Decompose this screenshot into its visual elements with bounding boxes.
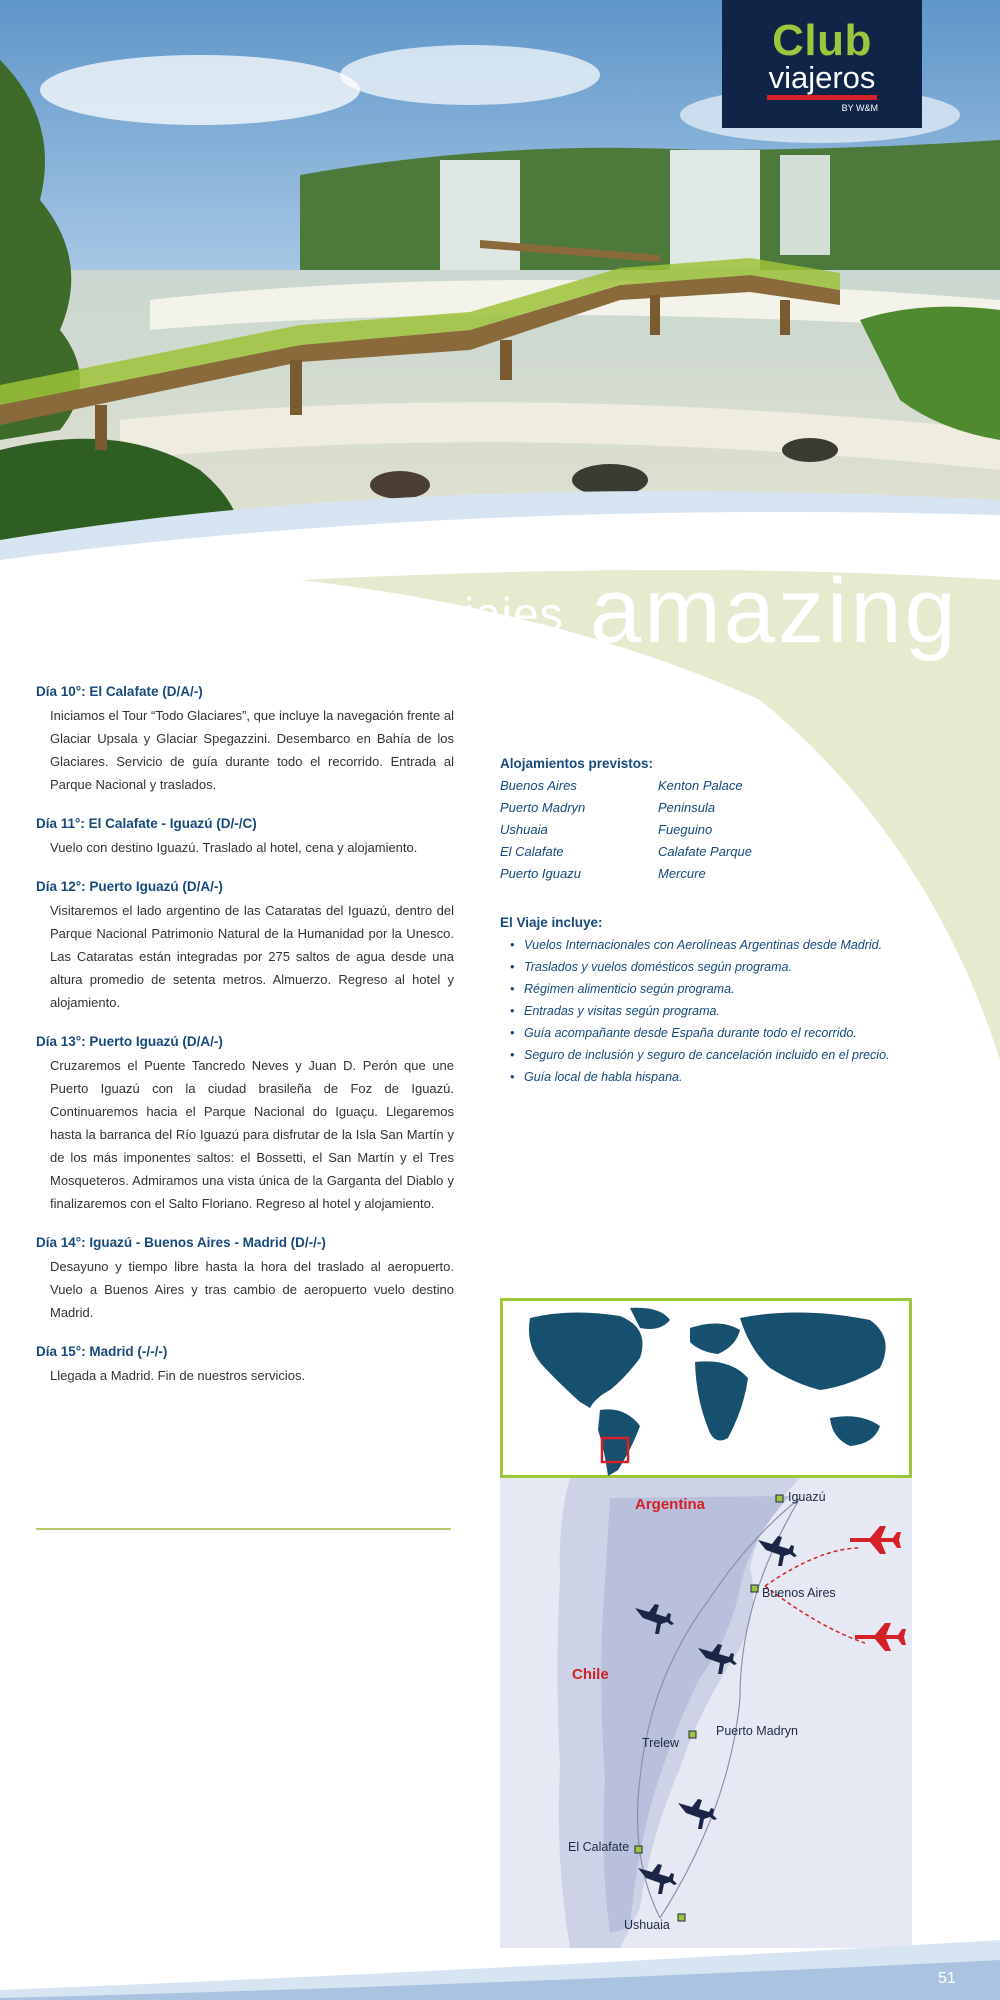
logo-underline (767, 95, 877, 100)
page-number: 51 (938, 1970, 956, 1987)
hotel-city: El Calafate (500, 844, 564, 859)
hotels-title: Alojamientos previstos: (500, 756, 654, 771)
hotel-city: Buenos Aires (500, 778, 577, 793)
place-label-el-calafate: El Calafate (568, 1840, 630, 1854)
hotel-name: Peninsula (658, 800, 716, 815)
world-map-graphic (500, 1298, 912, 1478)
marker-ushuaia (678, 1914, 685, 1921)
hotels-table (500, 775, 915, 885)
day-description: Iniciamos el Tour “Todo Glaciares”, que incluye la navegación frente al Glaciar Upsala y Glaciar Spegazzini. Desembarco en Bahía de los Glaciares. Servicio de guía durante todo el recorrido. Entrada al Parque Nacional y traslados. (50, 708, 454, 792)
hotel-city: Ushuaia (500, 822, 548, 837)
day-entry (36, 816, 454, 859)
day-entry (36, 1235, 454, 1324)
day-entry (36, 1034, 454, 1215)
country-label-argentina: Argentina (635, 1496, 706, 1513)
itinerary-column (36, 684, 454, 1407)
day-description: Visitaremos el lado argentino de las Cataratas del Iguazú, dentro del Parque Nacional Patrimonio Natural de la Humanidad por la Unesco. Las Cataratas están integradas por 275 saltos de agua desde una altura promedio de setenta metros. Almuerzo. Regreso al hotel y alojamiento. (50, 903, 454, 1010)
watermark-amazing: amazing (590, 560, 959, 662)
day-title: Día 13°: Puerto Iguazú (D/A/-) (36, 1034, 223, 1049)
logo-by-text: BY W&M (841, 103, 878, 113)
marker-trelew (689, 1731, 696, 1738)
includes-item: • Guía local de habla hispana. (510, 1066, 915, 1088)
argentina-route-map (500, 1478, 912, 1948)
hotel-city: Puerto Madryn (500, 800, 586, 815)
marker-buenos-aires (751, 1585, 758, 1592)
day-entry (36, 684, 454, 796)
place-label-trelew: Trelew (642, 1736, 680, 1750)
logo-viajeros-text: viajeros (768, 60, 876, 95)
place-label-iguazu: Iguazú (788, 1490, 826, 1504)
day-title: Día 15°: Madrid (-/-/-) (36, 1344, 168, 1359)
day-entry (36, 879, 454, 1014)
hotel-name: Fueguino (658, 822, 713, 837)
day-title: Día 11°: El Calafate - Iguazú (D/-/C) (36, 816, 257, 831)
logo-club-text: Club (772, 16, 872, 65)
day-title: Día 10°: El Calafate (D/A/-) (36, 684, 203, 699)
includes-item: • Régimen alimenticio según programa. (510, 978, 915, 1000)
place-label-ushuaia: Ushuaia (624, 1918, 670, 1932)
amazing-watermark (440, 560, 1000, 662)
hotel-name: Kenton Palace (658, 778, 743, 793)
day-description: Cruzaremos el Puente Tancredo Neves y Juan D. Perón que une Puerto Iguazú con la ciudad brasileña de Foz de Iguazú. Continuaremos hacia el Parque Nacional do Iguaçu. Llegaremos hasta la barranca del Río Iguazú para disfrutar de la Isla San Martín y de los más imponentes saltos: el Bossetti, el San Martín y el Tres Mosqueteros. Admiramos una vista única de la Garganta del Diablo y finalizaremos con el Salto Floriano. Regreso al hotel y alojamiento. (50, 1058, 454, 1211)
includes-item: • Entradas y visitas según programa. (510, 1000, 915, 1022)
country-label-chile: Chile (572, 1666, 609, 1683)
bottom-band (0, 1930, 1000, 2000)
club-viajeros-logo (722, 0, 922, 128)
marker-iguazu (776, 1495, 783, 1502)
day-description: Desayuno y tiempo libre hasta la hora del traslado al aeropuerto. Vuelo a Buenos Aires y tras cambio de aeropuerto vuelo destino Madrid. (50, 1259, 454, 1320)
day-description: Vuelo con destino Iguazú. Traslado al hotel, cena y alojamiento. (50, 840, 418, 855)
world-map (500, 1298, 912, 1478)
day-entry (36, 1344, 454, 1387)
hotel-name: Calafate Parque (658, 844, 752, 859)
includes-list (500, 934, 915, 1088)
includes-item: • Vuelos Internacionales con Aerolíneas Argentinas desde Madrid. (510, 934, 915, 956)
marker-el-calafate (635, 1846, 642, 1853)
hotel-name: Mercure (658, 866, 706, 881)
day-title: Día 14°: Iguazú - Buenos Aires - Madrid (D/-/-) (36, 1235, 326, 1250)
itinerary-divider (36, 1528, 451, 1530)
place-label-buenos-aires: Buenos Aires (762, 1586, 836, 1600)
day-description: Llegada a Madrid. Fin de nuestros servicios. (50, 1368, 306, 1383)
includes-title: El Viaje incluye: (500, 915, 603, 930)
watermark-viajes: viajes (440, 588, 564, 640)
includes-item: • Seguro de inclusión y seguro de cancelación incluido en el precio. (510, 1044, 915, 1066)
place-label-puerto-madryn: Puerto Madryn (716, 1724, 798, 1738)
day-title: Día 12°: Puerto Iguazú (D/A/-) (36, 879, 223, 894)
info-column (500, 756, 915, 1088)
includes-item: • Traslados y vuelos domésticos según programa. (510, 956, 915, 978)
includes-item: • Guía acompañante desde España durante todo el recorrido. (510, 1022, 915, 1044)
argentina-map-graphic (500, 1478, 912, 1948)
hotel-city: Puerto Iguazu (500, 866, 581, 881)
